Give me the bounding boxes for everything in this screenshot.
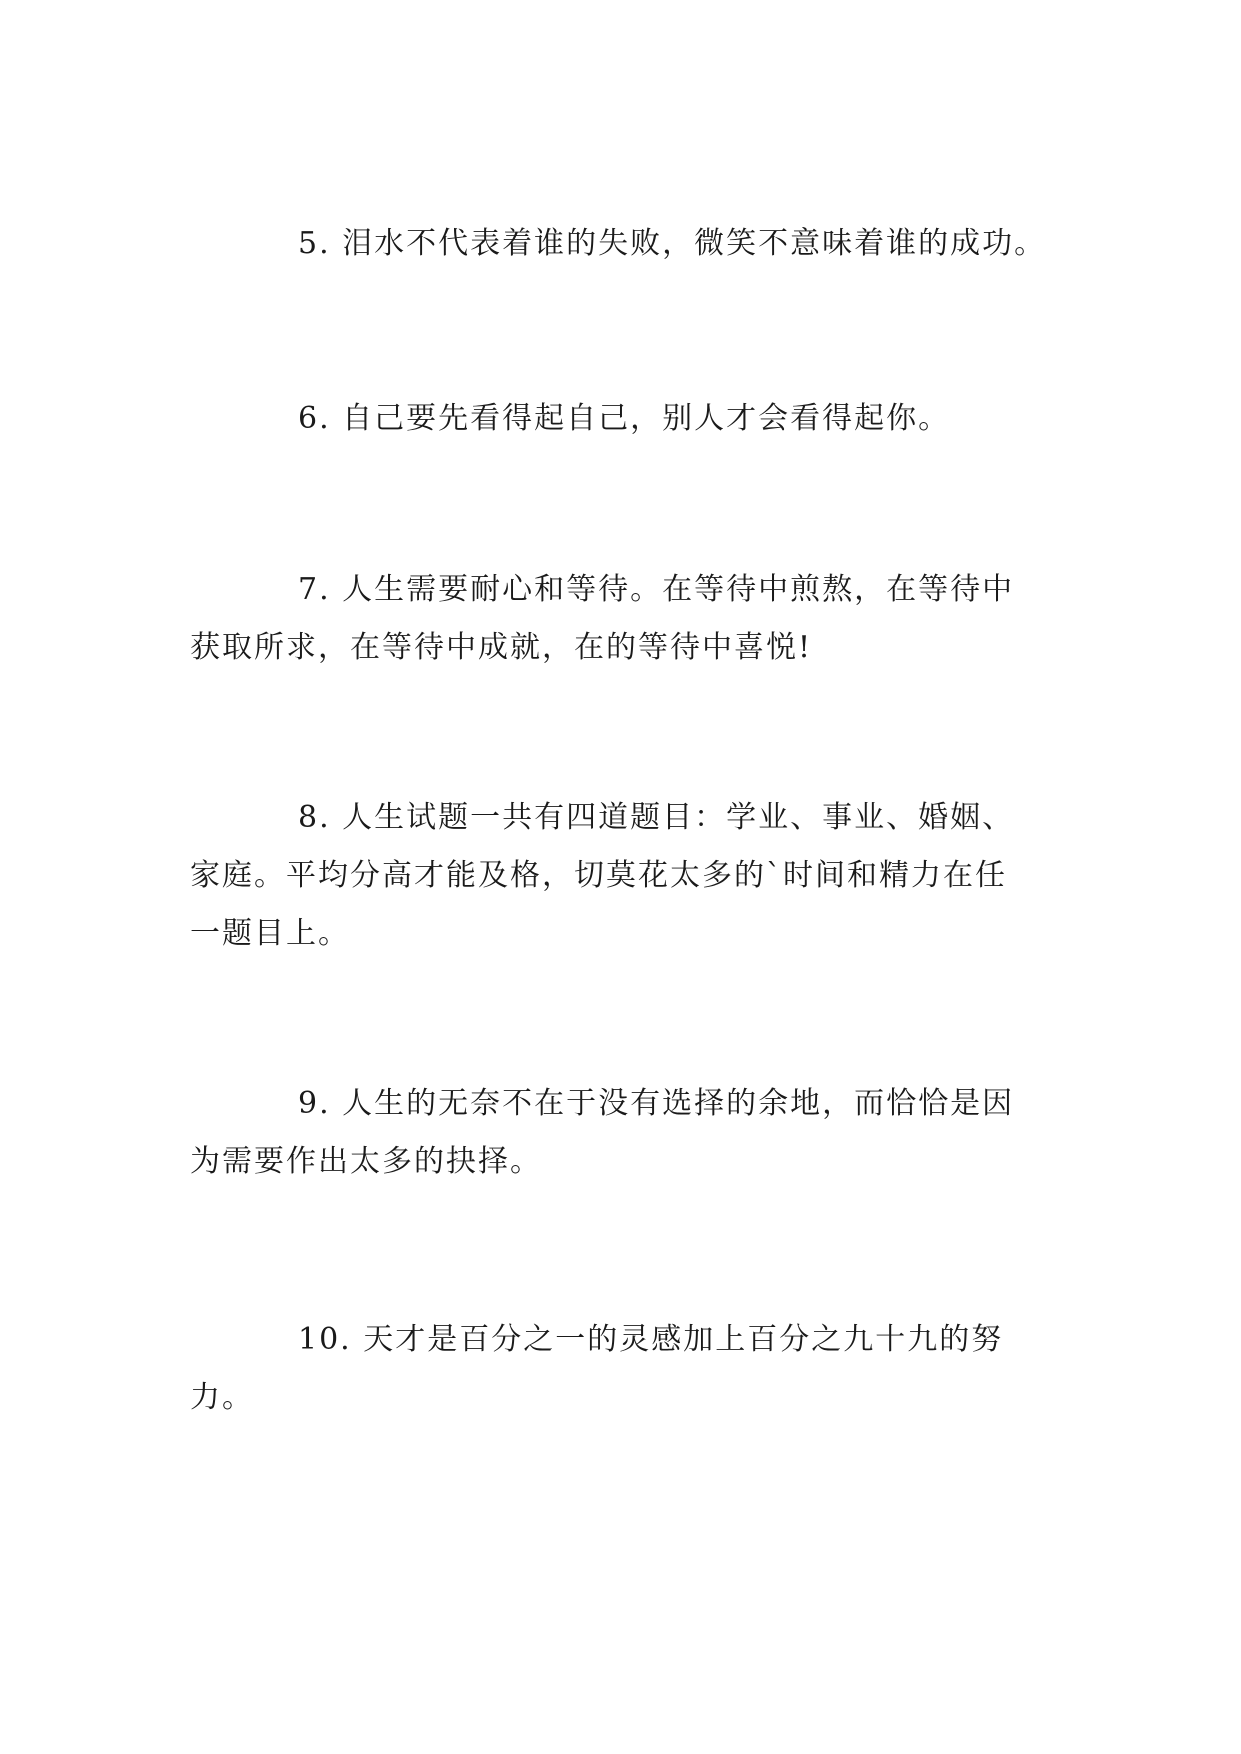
item-text-line: 自己要先看得起自己，别人才会看得起你。	[342, 401, 951, 436]
item-text-line: 人生的无奈不在于没有选择的余地，而恰恰是因	[342, 1086, 1015, 1121]
item-number: 9.	[298, 1086, 331, 1121]
item-text-line: 力。	[190, 1380, 254, 1415]
item-number: 7.	[298, 572, 331, 607]
item-number: 5.	[298, 226, 331, 261]
list-item-5	[190, 215, 1070, 273]
item-text-line: 人生试题一共有四道题目：学业、事业、婚姻、	[342, 800, 1015, 835]
item-text-line: 为需要作出太多的抉择。	[190, 1144, 542, 1179]
item-text-line: 人生需要耐心和等待。在等待中煎熬，在等待中	[342, 572, 1015, 607]
item-number: 10.	[298, 1322, 352, 1357]
item-text-line: 家庭。平均分高才能及格，切莫花太多的`时间和精力在任	[190, 858, 1007, 893]
list-item-6	[190, 390, 1070, 448]
item-number: 6.	[298, 401, 331, 436]
item-text-line: 获取所求，在等待中成就，在的等待中喜悦!	[190, 630, 813, 665]
list-item-9	[190, 1075, 1070, 1191]
item-number: 8.	[298, 800, 331, 835]
list-item-10	[190, 1311, 1070, 1427]
item-text-line: 一题目上。	[190, 916, 350, 951]
item-text-line: 天才是百分之一的灵感加上百分之九十九的努	[363, 1322, 1004, 1357]
list-item-8	[190, 789, 1070, 963]
item-text-line: 泪水不代表着谁的失败，微笑不意味着谁的成功。	[342, 226, 1047, 261]
list-item-7	[190, 561, 1070, 677]
